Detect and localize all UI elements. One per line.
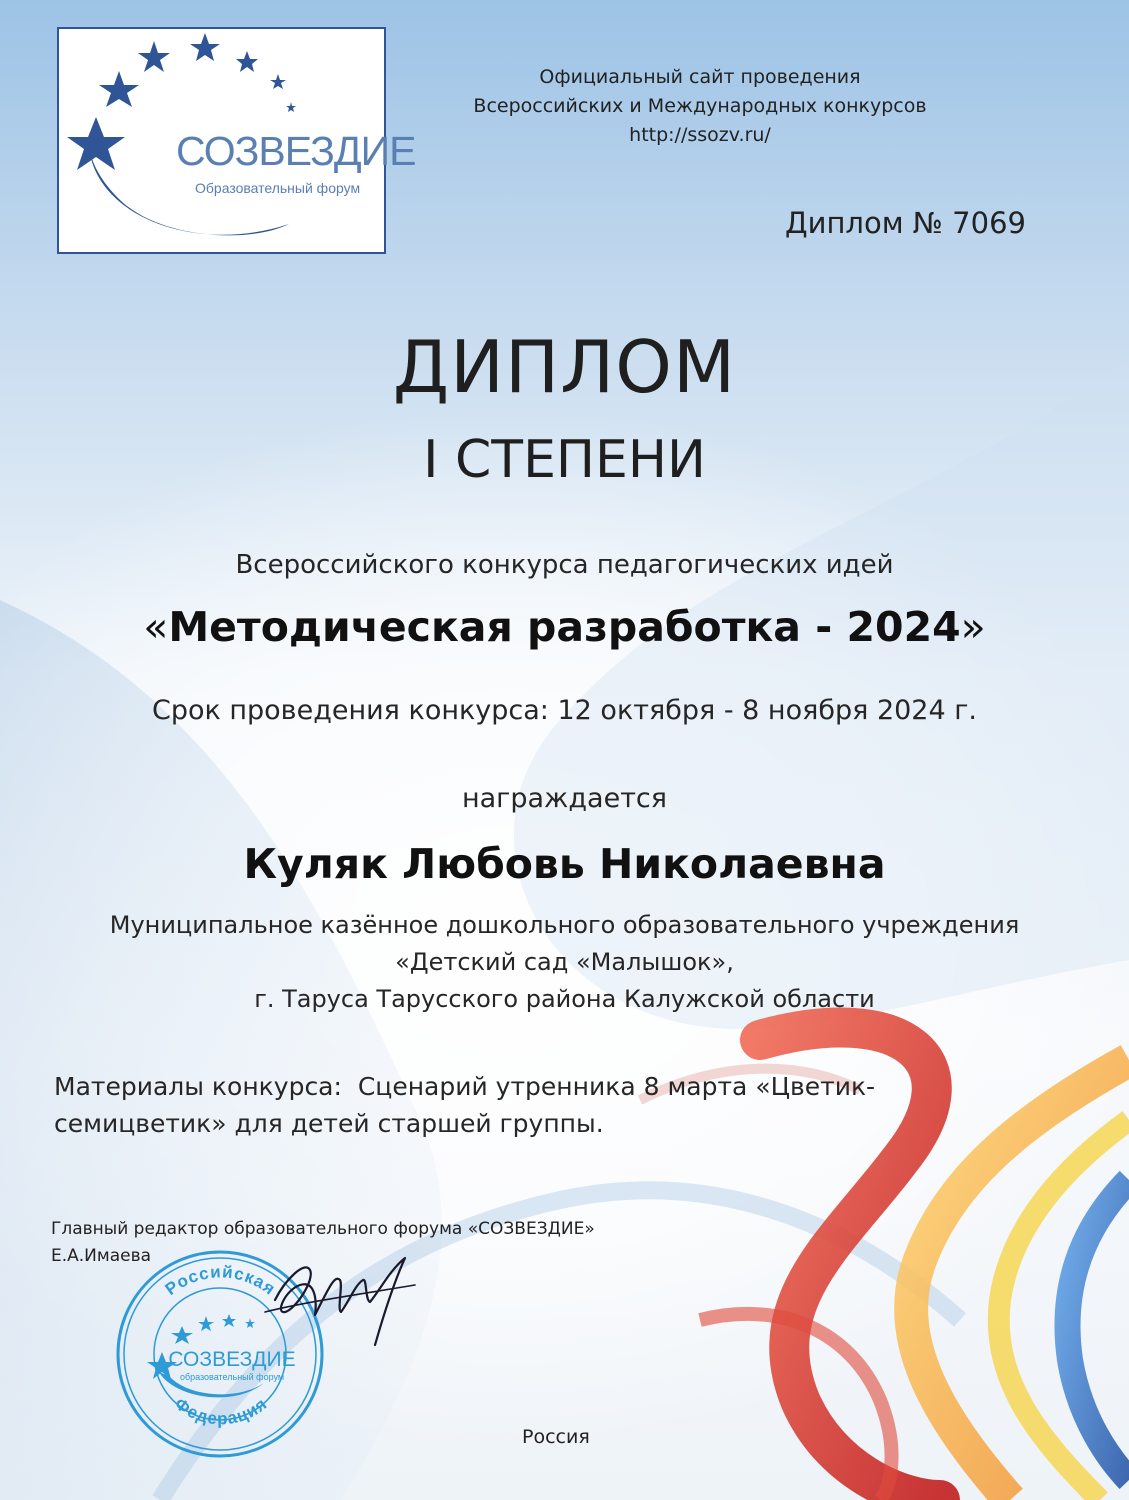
organization [0, 907, 1129, 1018]
stamp-subtitle: образовательный форум [179, 1372, 285, 1382]
contest-name-text: Методическая разработка - 2024 [168, 603, 961, 651]
site-info [420, 63, 980, 150]
contest-type: Всероссийского конкурса педагогических идей [235, 550, 894, 580]
site-url[interactable]: http://ssozv.ru/ [629, 124, 771, 146]
diploma-title: ДИПЛОМ [392, 325, 737, 409]
awarded-label: награждается [461, 783, 668, 814]
recipient-name: Куляк Любовь Николаевна [243, 840, 886, 888]
organization-line3: г. Таруса Тарусского района Калужской области [254, 985, 875, 1013]
stamp-name: СОЗВЕЗДИЕ [168, 1348, 296, 1371]
materials [54, 1068, 954, 1142]
signature [255, 1240, 425, 1350]
contest-dates: Срок проведения конкурса: 12 октября - 8 ноября 2024 г. [151, 695, 978, 726]
site-info-line2: Всероссийских и Международных конкурсов [473, 95, 927, 117]
site-info-line1: Официальный сайт проведения [539, 66, 861, 88]
stamp-top-text: Российская [161, 1262, 280, 1299]
diploma-number: Диплом № 7069 [784, 206, 1026, 240]
materials-label: Материалы конкурса: [54, 1072, 342, 1101]
editor-position: Главный редактор образовательного форума «СОЗВЕЗДИЕ» [51, 1219, 595, 1239]
organization-line1: Муниципальное казённое дошкольного образовательного учреждения [109, 911, 1020, 939]
stamp-bottom-text: Федерация [171, 1393, 271, 1429]
materials-text: Сценарий утренника 8 марта «Цветик-семицветик» для детей старшей группы. [54, 1072, 876, 1138]
open-quote: « [143, 603, 169, 651]
logo-title: СОЗВЕЗДИЕ [176, 128, 416, 174]
organization-line2: «Детский сад «Малышок», [395, 948, 734, 976]
logo [57, 27, 416, 254]
country: Россия [522, 1426, 590, 1448]
svg-text:Федерация [171, 1394, 271, 1428]
logo-subtitle: Образовательный форум [195, 180, 361, 196]
contest-name [0, 603, 1129, 651]
close-quote: » [960, 603, 986, 651]
diploma-degree: I СТЕПЕНИ [423, 430, 706, 490]
editor-name: Е.А.Имаева [51, 1246, 152, 1266]
